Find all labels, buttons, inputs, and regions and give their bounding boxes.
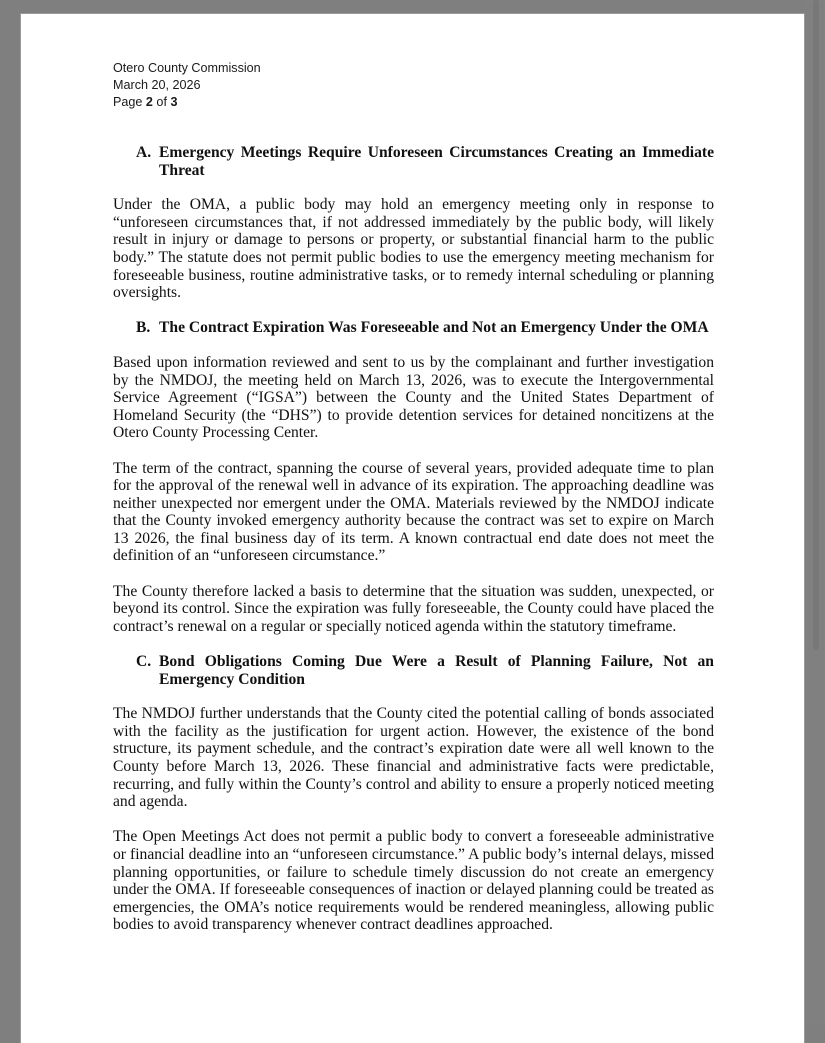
page-content bbox=[113, 60, 714, 952]
section-letter: C. bbox=[136, 653, 152, 671]
page-current: 2 bbox=[145, 95, 153, 109]
section-title: The Contract Expiration Was Foreseeable and Not an Emergency Under the OMA bbox=[159, 319, 709, 337]
section-heading-a bbox=[113, 144, 714, 179]
letterhead bbox=[113, 60, 714, 111]
paragraph: The Open Meetings Act does not permit a public body to convert a foreseeable administrative or financial deadline into an “unforeseen circumstance.” A public body’s internal delays, missed planning opportunities, or failure to schedule timely discussion do not create an emergency under the OMA. If foreseeable consequences of inaction or delayed planning could be treated as emergencies, the OMA’s notice requirements would be rendered meaningless, allowing public bodies to avoid transparency whenever contract deadlines approached. bbox=[113, 828, 714, 934]
recipient-line: Otero County Commission bbox=[113, 61, 261, 75]
section-title: Emergency Meetings Require Unforeseen Circumstances Creating an Immediate Threat bbox=[159, 144, 714, 179]
document-page bbox=[20, 13, 805, 1043]
page-of: of bbox=[152, 95, 171, 109]
section-heading-c bbox=[113, 653, 714, 688]
page-prefix: Page bbox=[113, 95, 146, 109]
scrollbar-thumb[interactable] bbox=[813, 0, 819, 650]
vertical-scrollbar[interactable] bbox=[805, 0, 825, 1025]
section-title: Bond Obligations Coming Due Were a Result of Planning Failure, Not an Emergency Condition bbox=[159, 653, 714, 688]
paragraph: The term of the contract, spanning the course of several years, provided adequate time to plan for the approval of the renewal well in advance of its expiration. The approaching deadline was neither unexpected nor emergent under the OMA. Materials reviewed by the NMDOJ indicate that the County invoked emergency authority because the contract was set to expire on March 13 2026, the final business day of its term. A known contractual end date does not meet the definition of an “unforeseen circumstance.” bbox=[113, 459, 714, 565]
page-number-line bbox=[113, 94, 714, 111]
section-letter: A. bbox=[136, 144, 152, 161]
section-heading-b bbox=[113, 319, 714, 337]
paragraph: The County therefore lacked a basis to determine that the situation was sudden, unexpected, or beyond its control. Since the expiration was fully foreseeable, the County could have placed the contract’s renewal on a regular or specially noticed agenda within the statutory timeframe. bbox=[113, 582, 714, 635]
paragraph: The NMDOJ further understands that the County cited the potential calling of bonds associated with the facility as the justification for urgent action. However, the existence of the bond structure, its payment schedule, and the contract’s expiration date were all well known to the County before March 13, 2026. These financial and administrative facts were predictable, recurring, and fully within the County’s control and ability to ensure a properly noticed meeting and agenda. bbox=[113, 705, 714, 811]
page-total: 3 bbox=[170, 95, 178, 109]
paragraph: Under the OMA, a public body may hold an emergency meeting only in response to “unforeseen circumstances that, if not addressed immediately by the public body, will likely result in injury or damage to persons or property, or substantial financial harm to the public body.” The statute does not permit public bodies to use the emergency meeting mechanism for foreseeable business, routine administrative tasks, or to remedy internal scheduling or planning oversights. bbox=[113, 196, 714, 302]
section-letter: B. bbox=[136, 319, 151, 337]
paragraph: Based upon information reviewed and sent to us by the complainant and further investigation by the NMDOJ, the meeting held on March 13, 2026, was to execute the Intergovernmental Service Agreement (“IGSA”) between the County and the United States Department of Homeland Security (the “DHS”) to provide detention services for detained noncitizens at the Otero County Processing Center. bbox=[113, 353, 714, 442]
date-line: March 20, 2026 bbox=[113, 78, 201, 92]
document-body bbox=[113, 144, 714, 934]
